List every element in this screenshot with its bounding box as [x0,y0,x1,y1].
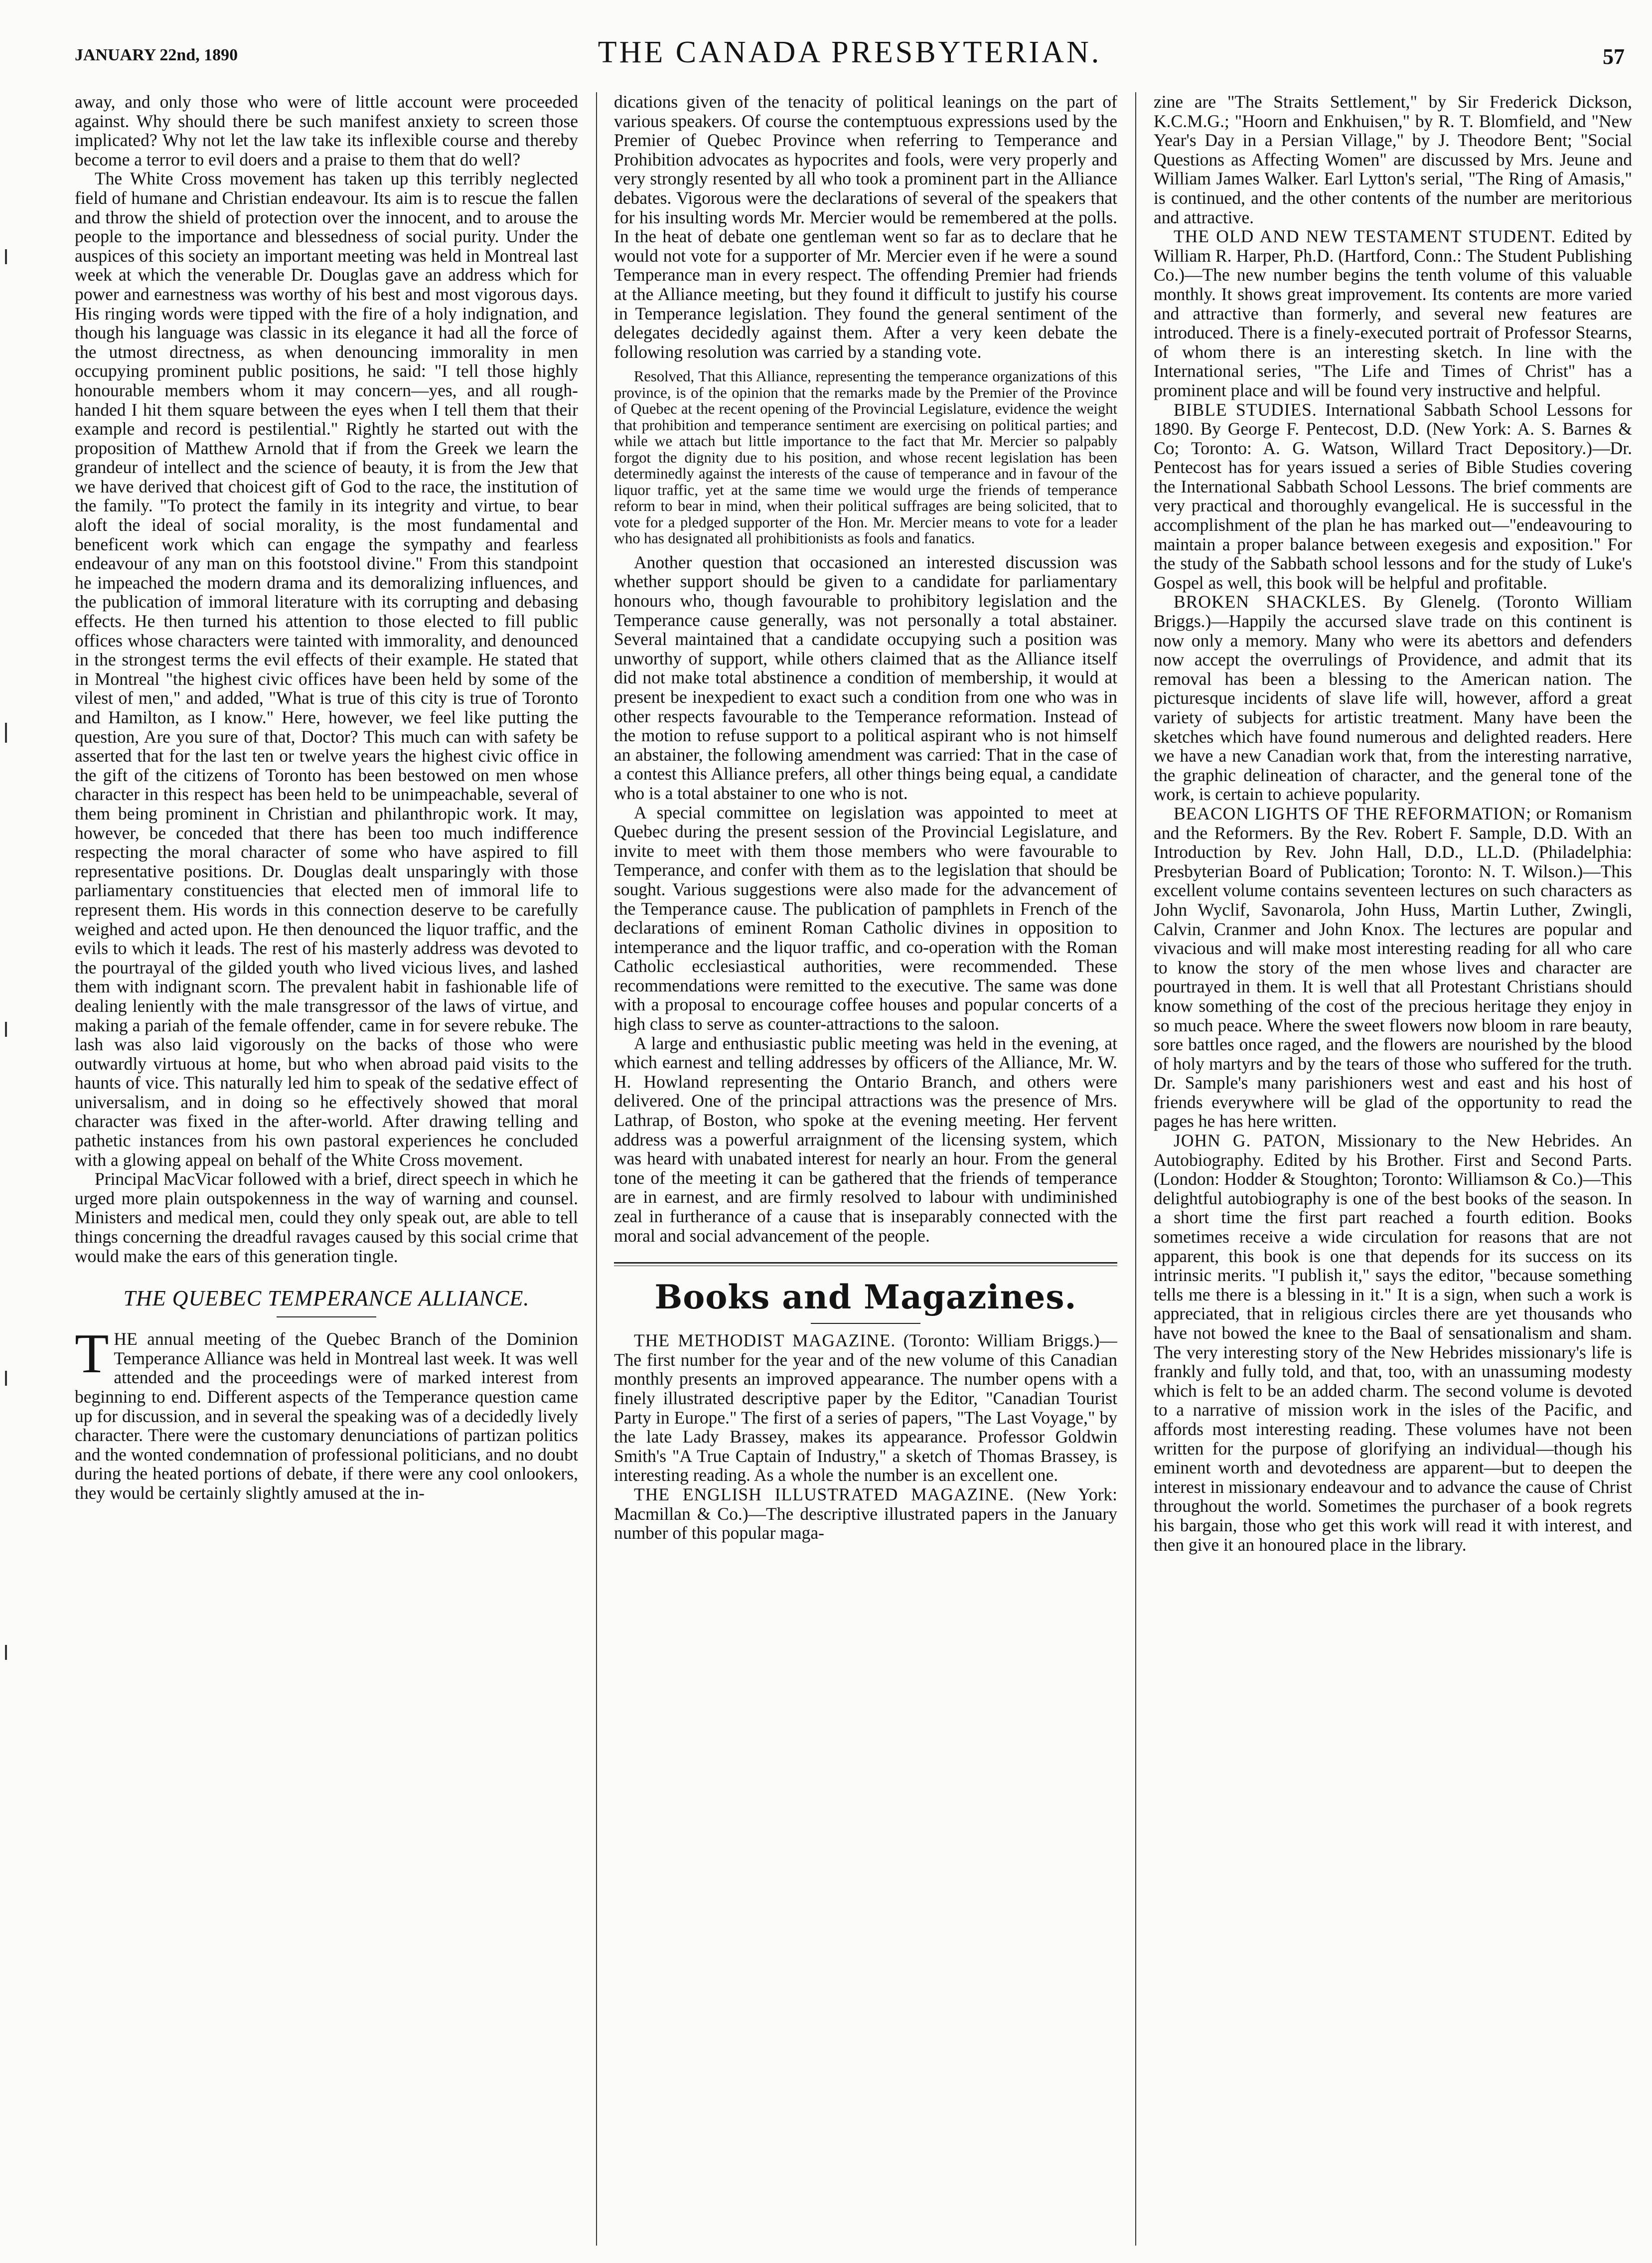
review-title: THE OLD AND NEW TESTAMENT STUDENT. [1174,226,1556,247]
page-number: 57 [1603,44,1625,69]
review-entry [1154,1131,1632,1554]
review-title: JOHN G. PATON, [1174,1131,1326,1151]
paragraph: zine are "The Straits Settlement," by Sir Frederick Dickson, K.C.M.G.; "Hoorn and Enkhuisen," by R. T. Blomfield, and "New Year's Day in a Persian Village," by J. Theodore Bent; "Social Questions as Affecting Women" are discussed by Mrs. Jeune and William James Walker. Earl Lytton's serial, "The Ring of Amasis," is continued, and the other contents of the number are meritorious and attractive. [1154,92,1632,227]
review-entry [1154,227,1632,400]
review-body: Edited by William R. Harper, Ph.D. (Hartford, Conn.: The Student Publishing Co.)—The new number begins the tenth volume of this valuable monthly. It shows great improvement. Its contents are more varied and attractive than formerly, and several new features are introduced. There is a finely-executed portrait of Professor Stearns, of whom there is an interesting sketch. In line with the International series, "The Life and Times of Christ" has a prominent place and will be found very instructive and helpful. [1154,226,1632,400]
review-title: BEACON LIGHTS OF THE REFORMATION; [1174,803,1532,823]
review-entry [614,1485,1117,1543]
paragraph: A special committee on legislation was appointed to meet at Quebec during the present session of the Provincial Legislature, and invite to meet with them those members who were favourable to Temperance, and confer with them as to the legislation that should be sought. Various suggestions were also made for the advancement of the Temperance cause. The publication of pamphlets in French of the declarations of eminent Roman Catholic divines in opposition to intemperance and the liquor traffic, and co-operation with the Roman Catholic ecclesiastical authorities, were recommended. These recommendations were remitted to the executive. The same was done with a proposal to encourage coffee houses and popular concerts of a high class to serve as counter-attractions to the saloon. [614,802,1117,1034]
masthead-title: THE CANADA PRESBYTERIAN. [598,35,1102,69]
article-title: THE QUEBEC TEMPERANCE ALLIANCE. [123,1286,530,1311]
column-3 [1154,92,1632,2251]
column-rule-1 [596,92,597,2246]
paragraph: dications given of the tenacity of political leanings on the part of various speakers. Of course the contemptuous expressions used by the Premier of Quebec Province when referring to Temperance and Prohibition advocates as hypocrites and fools, were very properly and very strongly resented by all who took a prominent part in the Alliance debates. Vigorous were the declarations of several of the speakers that for his insulting words Mr. Mercier would be remembered at the polls. In the heat of debate one gentleman went so far as to declare that he would not vote for a supporter of Mr. Mercier even if he were a sound Temperance man in every respect. The offending Premier had friends at the Alliance meeting, but they found it difficult to justify his course in Temperance legislation. They found the general sentiment of the delegates decidedly against them. After a very keen debate the following resolution was carried by a standing vote. [614,92,1117,362]
review-entry [1154,804,1632,1131]
page-header [75,35,1625,80]
divider [277,1316,376,1317]
resolution-text: Resolved, That this Alliance, representing the temperance organizations of this province, is of the opinion that the remarks made by the Premier of the Province of Quebec at the recent opening of the Provincial Legislature, evidence the weight that prohibition and temperance sentiment are exercising on political parties; and while we attach but little importance to the fact that Mr. Mercier so palpably forgot the dignity due to his position, and whose recent legislation has been determinedly against the interests of the cause of temperance and in favour of the liquor traffic, yet at the same time we would urge the friends of temperance reform to bear in mind, when their political suffrages are being solicited, that to vote for a pledged supporter of the Hon. Mr. Mercier means to vote for a leader who has designated all prohibitionists as fools and fanatics. [614,368,1117,547]
paragraph: Principal MacVicar followed with a brief, direct speech in which he urged more plain outspokenness in the way of warning and counsel. Ministers and medical men, could they only speak out, are able to tell things concerning the dreadful ravages caused by this social crime that would make the ears of this generation tingle. [75,1169,578,1266]
column-1 [75,92,578,2251]
column-2 [614,92,1117,2251]
margin-marks [0,0,10,2263]
review-title: BIBLE STUDIES. [1174,399,1317,420]
paragraph: HE annual meeting of the Quebec Branch of the Dominion Temperance Alliance was held in Montreal last week. It was well attended and the proceedings were of marked interest from beginning to end. Different aspects of the Temperance question came up for discussion, and in several the speaking was of a decidedly lively character. There were the customary denunciations of partizan politics and the wonted condemnation of professional politicians, and no doubt during the heated portions of debate, if there were any cool onlookers, they would be certainly slightly amused at the in- [75,1329,578,1503]
review-body: (Toronto: William Briggs.)—The first number for the year and of the new volume of this Canadian monthly presents an improved appearance. The number opens with a finely illustrated descriptive paper by the Editor, "Canadian Tourist Party in Europe." The first of a series of papers, "The Last Voyage," by the late Lady Brassey, makes its appearance. Professor Goldwin Smith's "A True Captain of Industry," a sketch of Thomas Brassey, is interesting reading. As a whole the number is an excellent one. [614,1330,1117,1485]
review-entry [1154,592,1632,804]
section-divider [614,1262,1117,1266]
drop-cap: T [75,1323,109,1385]
review-entry [1154,400,1632,593]
divider [811,1323,920,1324]
review-body: (New York: Macmillan & Co.)—The descriptive illustrated papers in the January number of this popular maga- [614,1484,1117,1543]
review-title: THE METHODIST MAGAZINE. [634,1330,896,1351]
review-body: or Romanism and the Reformers. By the Rev. Robert F. Sample, D.D. With an Introduction by Rev. John Hall, D.D., LL.D. (Philadelphia: Presbyterian Board of Publication; Toronto: N. T. Wilson.)—This excellent volume contains seventeen lectures on such characters as John Wyclif, Savonarola, John Huss, Martin Luther, Zwingli, Calvin, Cranmer and John Knox. The lectures are popular and vivacious and will make most interesting reading for all who care to know the story of the men whose lives and character are pourtrayed in them. It is well that all Protestant Christians should know something of the cost of the precious heritage they enjoy in so much peace. Where the sweet flowers now bloom in rare beauty, sore battles once raged, and the flowers are nourished by the blood of holy martyrs and by the tears of those who suffered for the truth. Dr. Sample's many parishioners west and east and his host of friends everywhere will be glad of the opportunity to read the pages he has here written. [1154,803,1632,1132]
review-title: BROKEN SHACKLES. [1174,592,1367,612]
review-title: THE ENGLISH ILLUSTRATED MAGAZINE. [634,1484,1015,1504]
paragraph: Another question that occasioned an interested discussion was whether support should be given to a candidate for parliamentary honours who, though favourable to prohibitory legislation and the Temperance cause generally, was not personally a total abstainer. Several maintained that a candidate occupying such a position was unworthy of support, while others claimed that as the Alliance itself did not make total abstinence a condition of membership, it would at present be inexpedient to exact such a condition from one who was in other respects favourable to the Temperance reformation. Instead of the motion to refuse support to a political aspirant who is not himself an abstainer, the following amendment was carried: That in the case of a contest this Alliance prefers, all other things being equal, a candidate who is a total abstainer to one who is not. [614,552,1117,803]
paragraph: The White Cross movement has taken up this terribly neglected field of humane and Christian endeavour. Its aim is to rescue the fallen and throw the shield of protection over the innocent, and to arouse the people to the importance and blessedness of social purity. Under the auspices of this society an important meeting was held in Montreal last week at which the venerable Dr. Douglas gave an address which for power and earnestness was worthy of his best and most vigorous days. His ringing words were tipped with the fire of a holy indignation, and though his language was classic in its elegance it had all the force of the utmost directness, as when denouncing immorality in men occupying prominent public positions, he said: "I tell those highly honourable members whom it may concern—yes, and all rough-handed I hit them square between the eyes when I tell them that their example and record is pestilential." Rightly he started out with the proposition of Matthew Arnold that if from the Greek we learn the grandeur of intellect and the science of beauty, it is from the Jew that we have derived that choicest gift of God to the race, the institution of the family. "To protect the family in its integrity and virtue, to bear aloft the ideal of social morality, is the most fundamental and beneficent work which can engage the sympathy and fearless endeavour of any man on this footstool divine." From this standpoint he impeached the modern drama and its demoralizing influences, and the publication of immoral literature with its corrupting and debasing effects. He then turned his attention to those elected to fill public offices whose characters were tainted with immorality, and denounced in the strongest terms the evil effects of their example. He stated that in Montreal "the highest civic offices have been held by some of the vilest of men," and added, "What is true of this city is true of Toronto and Hamilton, as I know." Here, however, we feel like putting the question, Are you sure of that, Doctor? This much can with safety be asserted that for the last ten or twelve years the highest civic office in the gift of the citizens of Toronto has been bestowed on men whose character in this respect has been held to be unimpeachable, several of them being prominent in Christian and philanthropic work. It may, however, be conceded that there has been too much indifference respecting the moral character of some who have aspired to fill representative positions. Dr. Douglas dealt unsparingly with those parliamentary constituencies that elected men of immoral life to represent them. His words in this connection deserve to be carefully weighed and acted upon. He then denounced the liquor traffic, and the evils to which it leads. The rest of his masterly address was devoted to the pourtrayal of the gilded youth who lived vicious lives, and lashed them with indignant scorn. The prevalent habit in fashionable life of dealing leniently with the male transgressor of the laws of virtue, and making a pariah of the female offender, came in for severe rebuke. The lash was also laid vigorously on the backs of those who were outwardly virtuous at home, but who when abroad paid visits to the haunts of vice. This naturally led him to speak of the sedative effect of universalism, and in doing so he effectively showed that moral character was fixed in the after-world. After drawing telling and pathetic instances from his own pastoral experiences he concluded with a glowing appeal on behalf of the White Cross movement. [75,168,578,1170]
column-rule-2 [1135,92,1136,2246]
paragraph: away, and only those who were of little account were proceeded against. Why should there be such manifest anxiety to screen those implicated? Why not let the law take its inflexible course and thereby become a terror to evil doers and a praise to them that do well? [75,92,578,169]
issue-date: JANUARY 22nd, 1890 [75,46,238,64]
review-body: Missionary to the New Hebrides. An Autobiography. Edited by his Brother. First and Second Parts. (London: Hodder & Stoughton; Toronto: Williamson & Co.)—This delightful autobiography is one of the best books of the season. In a short time the first part reached a fourth edition. Books sometimes receive a wide circulation for reasons that are not apparent, this book is one that depends for its success on its intrinsic merits. "I publish it," says the editor, "because something tells me there is a blessing in it." It is a sign, when such a work is appreciated, that in religious circles there are yet thousands who have not bowed the knee to the Baal of sensationalism and sham. The very interesting story of the New Hebrides missionary's life is frankly and fully told, and that, too, with an unassuming modesty which is felt to be an added charm. The second volume is devoted to a narrative of mission work in the isles of the Pacific, and affords most interesting reading. These volumes have not been written for the purpose of glorifying an individual—though his eminent worth and devotedness are apparent—but to deepen the interest in missionary endeavour and to advance the cause of Christ throughout the world. Sometimes the purchaser of a book regrets his bargain, those who get this work will read it with interest, and then give it an honoured place in the library. [1154,1131,1632,1555]
article-lead [75,1323,578,1503]
review-body: By Glenelg. (Toronto William Briggs.)—Happily the accursed slave trade on this continent is now only a memory. Many who were its abettors and defenders now accept the overrulings of Providence, and admit that its removal has been a blessing to the American nation. The picturesque incidents of slave life will, however, afford a great variety of subjects for artistic treatment. Many have been the sketches which have found numerous and delighted readers. Here we have a new Canadian work that, from the interesting narrative, the graphic delineation of character, and the general tone of the work, is certain to achieve popularity. [1154,592,1632,805]
paragraph: A large and enthusiastic public meeting was held in the evening, at which earnest and telling addresses by officers of the Alliance, Mr. W. H. Howland representing the Ontario Branch, and others were delivered. One of the principal attractions was the presence of Mrs. Lathrap, of Boston, who spoke at the evening meeting. Her fervent address was a powerful arraignment of the licensing system, which was heard with unabated interest for nearly an hour. From the general tone of the meeting it can be gathered that the friends of temperance are in earnest, and are firmly resolved to labour with undiminished zeal in furtherance of a cause that is inseparably connected with the moral and social advancement of the people. [614,1033,1117,1246]
review-entry [614,1331,1117,1485]
review-body: International Sabbath School Lessons for 1890. By George F. Pentecost, D.D. (New York: A. S. Barnes & Co; Toronto: A. G. Watson, Willard Tract Depository.)—Dr. Pentecost has for years issued a series of Bible Studies covering the International Sabbath School Lessons. The brief comments are very practical and thoroughly evangelical. He is successful in the accomplishment of the plan he has marked out—"endeavouring to maintain a proper balance between exegesis and exposition." For the study of the Sabbath school lessons and for the study of Luke's Gospel as well, this book will be helpful and profitable. [1154,399,1632,593]
resolution-block [614,368,1117,547]
section-heading: Books and Magazines. [654,1278,1077,1317]
